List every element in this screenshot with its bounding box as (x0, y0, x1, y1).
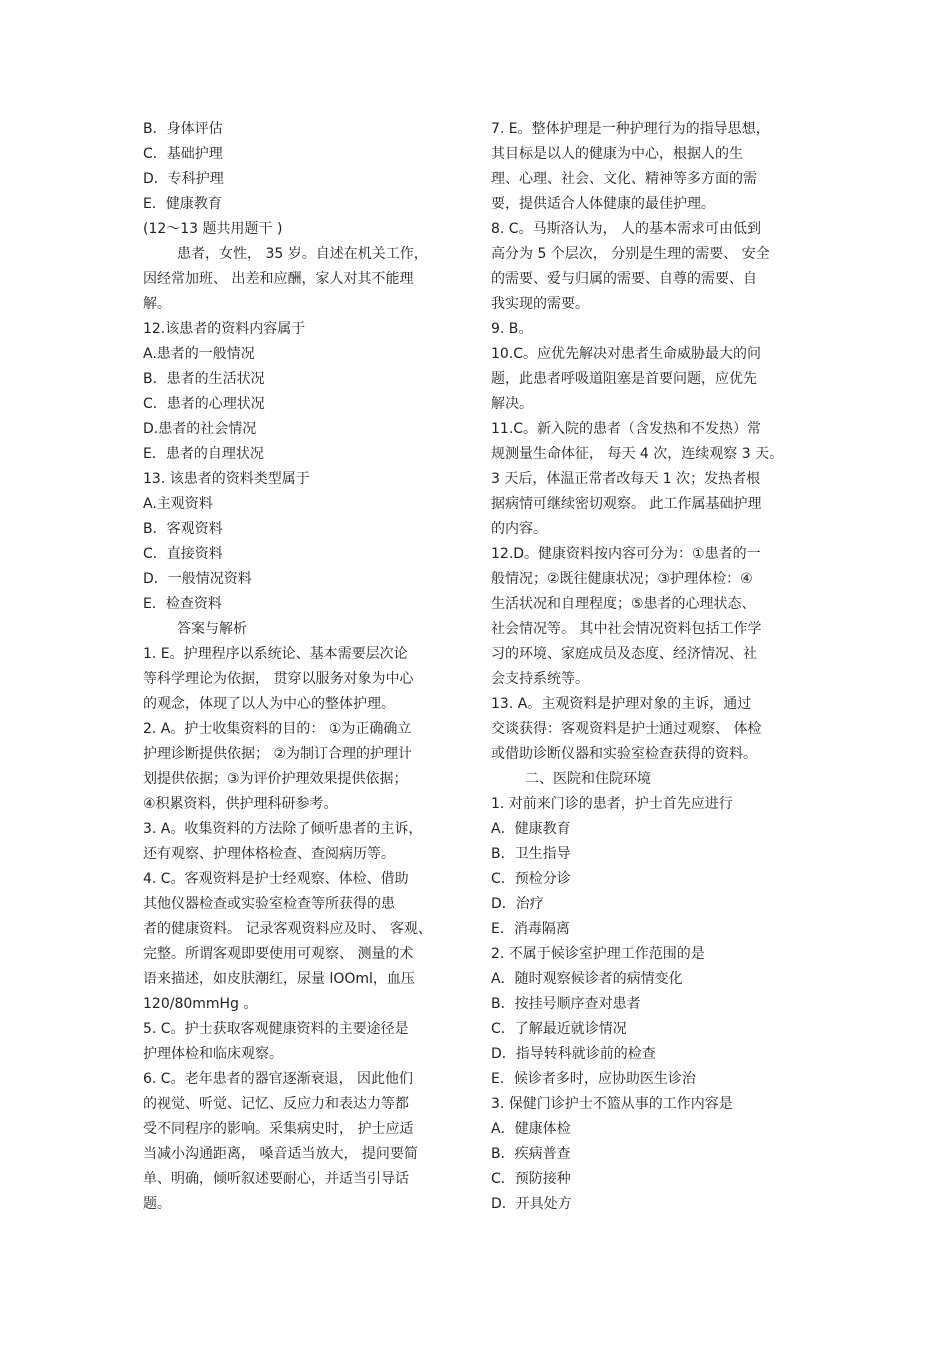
answer-line: 我实现的需要。 (491, 296, 589, 312)
answer-line: 的内容。 (491, 521, 547, 537)
option-line: B．按挂号顺序查对患者 (491, 996, 641, 1012)
answer-line: ④积累资料，供护理科研参考。 (143, 796, 338, 812)
answer-line: 语来描述，如皮肤潮红，尿量 lOOml，血压 (143, 971, 415, 987)
shared-stem-heading: (12～13 题共用题干 ) (143, 221, 283, 237)
answer-line: 5. C。护士获取客观健康资料的主要途径是 (143, 1021, 409, 1037)
question-line: 12.该患者的资料内容属于 (143, 321, 306, 337)
option-line: B．疾病普查 (491, 1146, 571, 1162)
option-line: B．患者的生活状况 (143, 371, 265, 387)
option-line: D．开具处方 (491, 1196, 572, 1212)
left-column (143, 117, 461, 1217)
question-line: 3. 保健门诊护士不篮从事的工作内容是 (491, 1096, 733, 1112)
option-line: C．基础护理 (143, 146, 223, 162)
option-line: A.主观资料 (143, 496, 213, 512)
answer-line: 6. C。老年患者的器官逐渐衰退， 因此他们 (143, 1071, 414, 1087)
option-line: C．患者的心理状况 (143, 396, 265, 412)
answer-line: 7. E。整体护理是一种护理行为的指导思想， (491, 121, 770, 137)
option-line: A．健康教育 (491, 821, 571, 837)
answer-line: 者的健康资料。 记录客观资料应及时、 客观、 (143, 921, 432, 937)
answer-line: 划提供依据；③为评价护理效果提供依据； (143, 771, 408, 787)
answer-line: 的需要、爱与归属的需要、自尊的需要、自 (491, 271, 757, 287)
answer-line: 护理体检和临床观察。 (143, 1046, 283, 1062)
answer-line: 习的环境、家庭成员及态度、经济情况、社 (491, 646, 757, 662)
option-line: C．预防接种 (491, 1171, 571, 1187)
answer-line: 1. E。护理程序以系统论、基本需要层次论 (143, 646, 408, 662)
option-line: B．客观资料 (143, 521, 223, 537)
answer-line: 要，提供适合人体健康的最佳护理。 (491, 196, 715, 212)
answer-line: 据病情可继续密切观察。 此工作属基础护理 (491, 496, 762, 512)
option-line: B．身体评估 (143, 121, 223, 137)
option-line: B．卫生指导 (491, 846, 571, 862)
answer-line: 题。 (143, 1196, 171, 1212)
section-heading: 答案与解析 (177, 621, 247, 637)
option-line: D．治疗 (491, 896, 544, 912)
answer-line: 般情况；②既往健康状况；③护理体检：④ (491, 571, 753, 587)
answer-line: 的观念，体现了以人为中心的整体护理。 (143, 696, 395, 712)
answer-line: 题，此患者呼吸道阻塞是首要问题，应优先 (491, 371, 757, 387)
answer-line: 单、明确，倾听叙述要耐心，并适当引导话 (143, 1171, 409, 1187)
answer-line: 13. A。主观资料是护理对象的主诉，通过 (491, 696, 752, 712)
answer-line: 或借助诊断仪器和实验室检查获得的资料。 (491, 746, 757, 762)
option-line: C．预检分诊 (491, 871, 571, 887)
case-text-line: 解。 (143, 296, 171, 312)
answer-line: 受不同程序的影响。采集病史时， 护士应适 (143, 1121, 414, 1137)
answer-line: 8. C。马斯洛认为， 人的基本需求可由低到 (491, 221, 762, 237)
answer-line: 解决。 (491, 396, 533, 412)
answer-line: 规测量生命体征， 每天 4 次，连续观察 3 天。 (491, 446, 784, 462)
question-line: 2. 不属于候诊室护理工作范围的是 (491, 946, 705, 962)
answer-line: 的视觉、听觉、记忆、反应力和表达力等都 (143, 1096, 409, 1112)
option-line: E．患者的自理状况 (143, 446, 264, 462)
answer-line: 其他仪器检查或实验室检查等所获得的患 (143, 896, 395, 912)
answer-line: 其目标是以人的健康为中心，根据人的生 (491, 146, 743, 162)
answer-line: 9. B。 (491, 321, 533, 337)
answer-line: 等科学理论为依据， 贯穿以服务对象为中心 (143, 671, 414, 687)
question-line: 13. 该患者的资料类型属于 (143, 471, 310, 487)
answer-line: 2. A。护士收集资料的目的： ①为正确确立 (143, 721, 412, 737)
answer-line: 还有观察、护理体格检查、查阅病历等。 (143, 846, 395, 862)
answer-line: 12.D。健康资料按内容可分为：①患者的一 (491, 546, 761, 562)
answer-line: 交谈获得：客观资料是护士通过观察、 体检 (491, 721, 762, 737)
option-line: E．检查资料 (143, 596, 222, 612)
answer-line: 社会情况等。 其中社会情况资料包括工作学 (491, 621, 762, 637)
answer-line: 生活状况和自理程度；⑤患者的心理状态、 (491, 596, 756, 612)
option-line: A．健康体检 (491, 1121, 571, 1137)
option-line: A．随时观察候诊者的病情变化 (491, 971, 683, 987)
option-line: D.患者的社会情况 (143, 421, 257, 437)
answer-line: 3. A。收集资料的方法除了倾听患者的主诉， (143, 821, 423, 837)
answer-line: 护理诊断提供依据； ②为制订合理的护理计 (143, 746, 412, 762)
case-text-line: 患者，女性， 35 岁。自述在机关工作， (177, 246, 428, 262)
question-line: 1. 对前来门诊的患者，护士首先应进行 (491, 796, 733, 812)
right-column (491, 117, 813, 1217)
answer-line: 11.C。新入院的患者（含发热和不发热）常 (491, 421, 762, 437)
answer-line: 10.C。应优先解决对患者生命威胁最大的问 (491, 346, 762, 362)
option-line: D．一般情况资料 (143, 571, 252, 587)
answer-line: 3 天后，体温正常者改每天 1 次；发热者根 (491, 471, 761, 487)
case-text-line: 因经常加班、 出差和应酬，家人对其不能理 (143, 271, 414, 287)
answer-line: 理、心理、社会、文化、精神等多方面的需 (491, 171, 757, 187)
answer-line: 120/80mmHg 。 (143, 996, 258, 1012)
answer-line: 当减小沟通距离， 嗓音适当放大， 提问要简 (143, 1146, 418, 1162)
option-line: E．健康教育 (143, 196, 222, 212)
option-line: E．候诊者多时，应协助医生诊治 (491, 1071, 696, 1087)
option-line: D．专科护理 (143, 171, 224, 187)
answer-line: 高分为 5 个层次， 分别是生理的需要、 安全 (491, 246, 770, 262)
answer-line: 完整。所谓客观即要使用可观察、 测量的术 (143, 946, 414, 962)
answer-line: 4. C。客观资料是护士经观察、体检、借助 (143, 871, 409, 887)
section-heading: 二、医院和住院环境 (525, 771, 651, 787)
option-line: D．指导转科就诊前的检查 (491, 1046, 656, 1062)
answer-line: 会支持系统等。 (491, 671, 589, 687)
option-line: A.患者的一般情况 (143, 346, 255, 362)
option-line: E．消毒隔离 (491, 921, 570, 937)
option-line: C．了解最近就诊情况 (491, 1021, 627, 1037)
option-line: C．直接资料 (143, 546, 223, 562)
